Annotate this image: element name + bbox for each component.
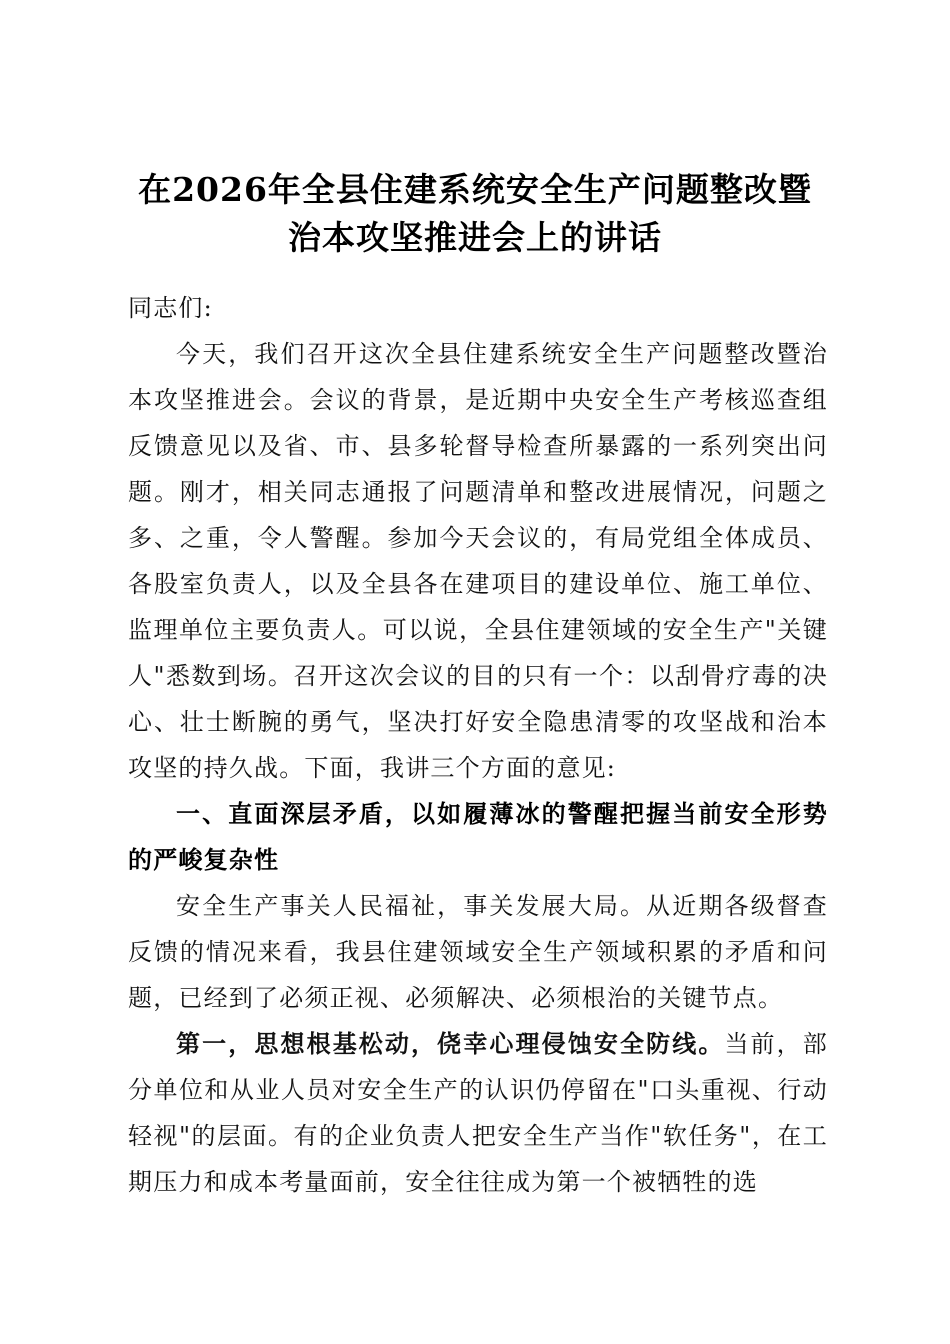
point-1-text: 当前，部分单位和从业人员对安全生产的认识仍停留在"口头重视、行动轻视"的层面。有的企业负责人把安全生产当作"软任务"，在工期压力和成本考量面前，安全往往成为第一个被牺牲的选	[128, 1030, 828, 1196]
title-line-1: 在2026年全县住建系统安全生产问题整改暨	[138, 170, 812, 209]
section-1-intro-paragraph: 安全生产事关人民福祉，事关发展大局。从近期各级督查反馈的情况来看，我县住建领域安全生产领域积累的矛盾和问题，已经到了必须正视、必须解决、必须根治的关键节点。	[128, 892, 828, 1012]
salutation: 同志们:	[128, 294, 213, 322]
document-title	[100, 166, 850, 262]
section-1-heading: 一、直面深层矛盾，以如履薄冰的警醒把握当前安全形势的严峻复杂性	[128, 799, 828, 874]
title-line-2: 治本攻坚推进会上的讲话	[288, 218, 662, 257]
point-1-lead: 第一，思想根基松动，侥幸心理侵蚀安全防线。	[176, 1029, 725, 1058]
point-1-paragraph	[128, 1021, 828, 1205]
document-body	[128, 285, 828, 1205]
intro-paragraph: 今天，我们召开这次全县住建系统安全生产问题整改暨治本攻坚推进会。会议的背景，是近期中央安全生产考核巡查组反馈意见以及省、市、县多轮督导检查所暴露的一系列突出问题。刚才，相关同志通报了问题清单和整改进展情况，问题之多、之重，令人警醒。参加今天会议的，有局党组全体成员、各股室负责人，以及全县各在建项目的建设单位、施工单位、监理单位主要负责人。可以说，全县住建领域的安全生产"关键人"悉数到场。召开这次会议的目的只有一个：以刮骨疗毒的决心、壮士断腕的勇气，坚决打好安全隐患清零的攻坚战和治本攻坚的持久战。下面，我讲三个方面的意见:	[128, 340, 828, 782]
